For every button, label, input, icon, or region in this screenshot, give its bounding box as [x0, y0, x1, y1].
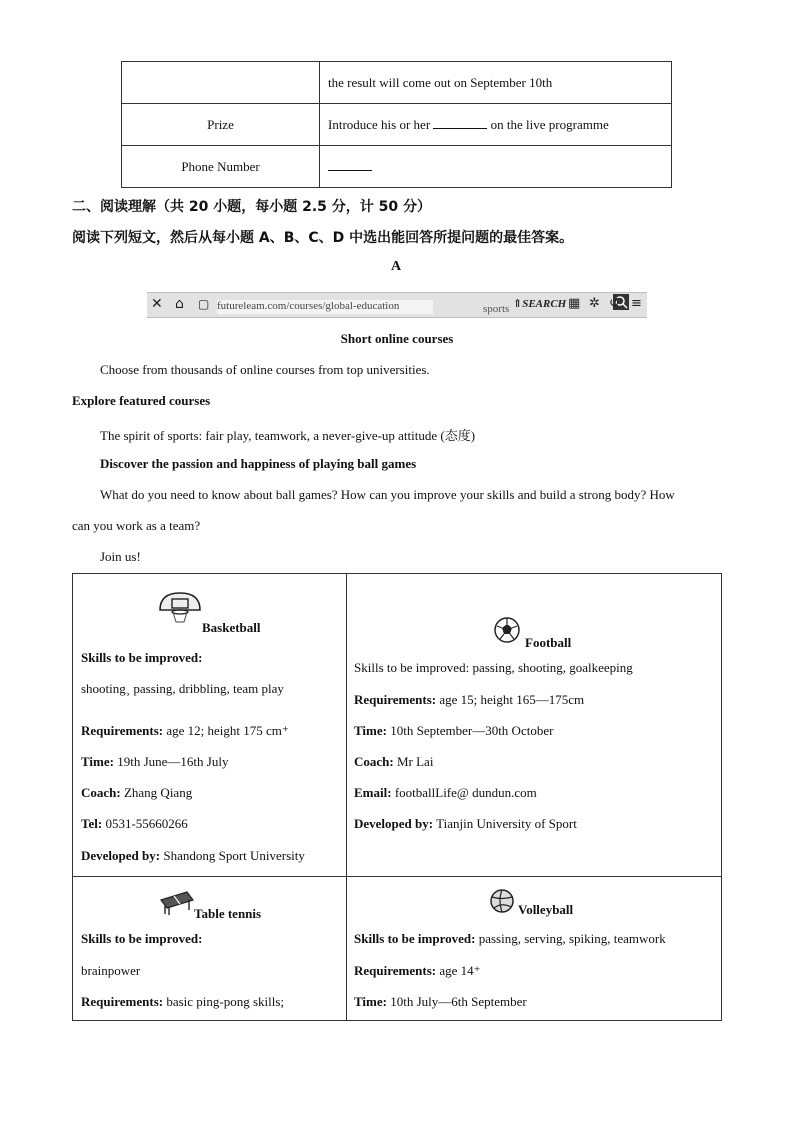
table-cell-value — [320, 146, 672, 188]
skills-value: brainpower — [81, 963, 141, 978]
table-row — [122, 104, 672, 146]
question-line-2: can you work as a team? — [72, 518, 201, 533]
home-icon[interactable]: ⌂ — [175, 296, 184, 312]
email-value: footballLife@ dundun.com — [394, 785, 537, 800]
search-term[interactable]: sports — [483, 303, 510, 315]
question-line-1: What do you need to know about ball games? How can you improve your skills and build a strong body? How — [100, 487, 675, 502]
developer-line — [354, 816, 577, 832]
discover-heading: Discover the passion and happiness of playing ball games — [100, 456, 417, 471]
time-line — [354, 994, 527, 1010]
email-line — [354, 785, 537, 801]
coach-value: Mr Lai — [396, 754, 434, 769]
spirit-line: The spirit of sports: fair play, teamwork, a never-give-up attitude (态度) — [100, 428, 476, 443]
coach-value: Zhang Qiang — [123, 785, 193, 800]
article-intro: Choose from thousands of online courses from top universities. — [100, 362, 430, 377]
coach-label: Coach: — [354, 754, 394, 769]
time-value: 10th July—6th September — [390, 994, 527, 1009]
developer-line — [81, 848, 305, 864]
requirements-label: Requirements: — [81, 994, 164, 1009]
requirements-value: age 15; height 165—175cm — [439, 692, 585, 707]
answer-blank — [433, 116, 487, 129]
table-cell-value: the result will come out on September 10th — [320, 62, 672, 104]
requirements-label: Requirements: — [354, 692, 437, 707]
url-bar[interactable]: futureleam.com/courses/global-education — [217, 300, 433, 314]
prize-text-after: on the live programme — [490, 117, 609, 132]
developer-value: Tianjin University of Sport — [436, 816, 577, 831]
table-row — [122, 62, 672, 104]
requirements-line — [81, 723, 289, 739]
table-row — [122, 146, 672, 188]
tel-label: Tel: — [81, 816, 103, 831]
requirements-line — [81, 994, 284, 1010]
requirements-label: Requirements: — [81, 723, 164, 738]
article-title: Short online courses — [340, 331, 454, 346]
table-cell-label — [122, 62, 320, 104]
requirements-value: age 14⁺ — [439, 963, 481, 978]
developer-value: Shandong Sport University — [163, 848, 305, 863]
section-heading: 二、阅读理解（共 20 小题，每小题 2.5 分，计 50 分） — [72, 199, 432, 215]
requirements-label: Requirements: — [354, 963, 437, 978]
skills-value: passing, serving, spiking, teamwork — [478, 931, 666, 946]
course-name: Table tennis — [194, 906, 262, 921]
coach-line — [81, 785, 192, 801]
table-cell-value — [320, 104, 672, 146]
back-icon[interactable]: ↺ — [609, 296, 620, 311]
search-button[interactable] — [513, 297, 566, 310]
course-name: Basketball — [202, 620, 261, 635]
form-table — [121, 61, 672, 188]
developer-label: Developed by: — [81, 848, 161, 863]
table-cell-label: Phone Number — [122, 146, 320, 188]
lock-icon: ▢ — [198, 297, 210, 311]
basketball-hoop-icon — [157, 590, 203, 626]
courses-grid — [72, 573, 722, 1021]
time-line — [81, 754, 228, 770]
passage-letter: A — [391, 259, 402, 274]
prize-text-before: Introduce his or her — [328, 117, 431, 132]
tel-value: 0531-55660266 — [105, 816, 188, 831]
skills-value: shooting¸ passing, dribbling, team play — [81, 681, 284, 696]
coach-label: Coach: — [81, 785, 121, 800]
grid-icon[interactable]: ▦ — [568, 296, 581, 311]
time-value: 19th June—16th July — [117, 754, 229, 769]
skills-line — [354, 931, 666, 947]
explore-heading: Explore featured courses — [72, 393, 211, 408]
section-instruction: 阅读下列短文，然后从每小题 A、B、C、D 中选出能回答所提问题的最佳答案。 — [72, 230, 574, 246]
table-cell-label: Prize — [122, 104, 320, 146]
skills-line: Skills to be improved: passing, shooting, goalkeeping — [354, 660, 633, 675]
football-icon — [492, 616, 522, 644]
ping-pong-table-icon — [157, 888, 195, 916]
grid-divider — [73, 876, 721, 877]
settings-icon[interactable]: ✲ — [589, 296, 600, 311]
search-label: SEARCH — [522, 298, 567, 310]
browser-bar — [147, 292, 647, 318]
time-label: Time: — [81, 754, 114, 769]
requirements-value: basic ping-pong skills; — [166, 994, 285, 1009]
skills-label: Skills to be improved: — [354, 931, 476, 946]
volleyball-icon — [489, 888, 515, 914]
tel-line — [81, 816, 188, 832]
requirements-line — [354, 692, 584, 708]
skills-label: Skills to be improved: — [81, 931, 203, 946]
requirements-value: age 12; height 175 cm⁺ — [166, 723, 289, 738]
requirements-line — [354, 963, 481, 979]
answer-blank — [328, 158, 372, 171]
time-line — [354, 723, 553, 739]
skills-label: Skills to be improved: — [81, 650, 203, 665]
coach-line — [354, 754, 433, 770]
time-value: 10th September—30th October — [390, 723, 554, 738]
close-icon[interactable]: ✕ — [151, 296, 163, 312]
time-label: Time: — [354, 723, 387, 738]
course-name: Volleyball — [518, 902, 574, 917]
search-arrow-icon: ⇑ — [513, 298, 523, 310]
join-line: Join us! — [100, 549, 141, 564]
grid-divider — [346, 574, 347, 1020]
course-name: Football — [525, 635, 572, 650]
email-label: Email: — [354, 785, 392, 800]
developer-label: Developed by: — [354, 816, 434, 831]
time-label: Time: — [354, 994, 387, 1009]
menu-icon[interactable]: ≡ — [631, 296, 642, 311]
